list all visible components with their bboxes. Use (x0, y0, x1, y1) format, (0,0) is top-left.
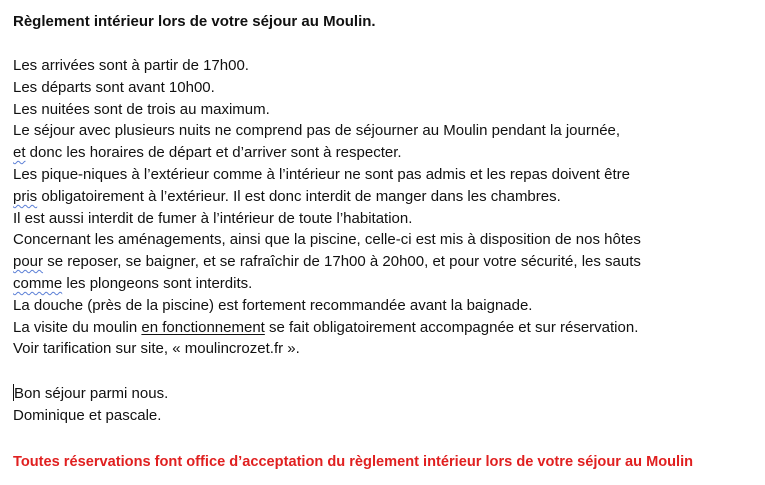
rule-line (13, 55, 641, 77)
line-text: obligatoirement à l’extérieur. Il est donc interdit de manger dans les chambres. (37, 187, 561, 205)
rule-line (13, 273, 641, 295)
rule-line (13, 120, 641, 142)
rule-line (13, 338, 641, 360)
rule-line (13, 251, 641, 273)
rule-line (13, 295, 641, 317)
rule-line (13, 229, 641, 251)
rule-line (13, 208, 641, 230)
line-text: Voir tarification sur site, « moulincrozet.fr ». (13, 340, 300, 358)
rule-line (13, 99, 641, 121)
closing-block (13, 383, 168, 427)
rules-body (13, 55, 641, 360)
line-text: donc les horaires de départ et d’arriver sont à respecter. (25, 144, 402, 162)
rule-line (13, 164, 641, 186)
line-text: Les départs sont avant 10h00. (13, 78, 215, 96)
line-text: Les nuitées sont de trois au maximum. (13, 100, 270, 118)
line-text: se fait obligatoirement accompagnée et sur réservation. (264, 318, 639, 336)
closing-text: Bon séjour parmi nous. (14, 385, 169, 402)
line-text: Les pique-niques à l’extérieur comme à l’intérieur ne sont pas admis et les repas doivent être (13, 165, 630, 183)
line-text: La douche (près de la piscine) est fortement recommandée avant la baignade. (13, 296, 533, 314)
line-text: se reposer, se baigner, et se rafraîchir de 17h00 à 20h00, et pour votre sécurité, les sauts (43, 253, 641, 271)
rule-line (13, 186, 641, 208)
line-text: Le séjour avec plusieurs nuits ne comprend pas de séjourner au Moulin pendant la journée, (13, 122, 621, 140)
line-text: Il est aussi interdit de fumer à l’intérieur de toute l’habitation. (13, 209, 413, 227)
rule-line (13, 77, 641, 99)
document-title: Règlement intérieur lors de votre séjour au Moulin. (13, 13, 376, 30)
spellcheck-flagged-word[interactable]: pris (13, 187, 38, 205)
closing-line (13, 383, 168, 405)
underlined-phrase: en fonctionnement (141, 318, 265, 336)
spellcheck-flagged-word[interactable]: pour (13, 253, 44, 271)
rule-line (13, 317, 641, 339)
line-text: Concernant les aménagements, ainsi que la piscine, celle-ci est mis à disposition de nos hôtes (13, 231, 641, 249)
line-text: Les arrivées sont à partir de 17h00. (13, 57, 249, 74)
footer-notice: Toutes réservations font office d’acceptation du règlement intérieur lors de votre séjour au Moulin (13, 454, 694, 470)
closing-text: Dominique et pascale. (13, 406, 162, 424)
spellcheck-flagged-word[interactable]: comme (13, 274, 63, 292)
rule-line (13, 142, 641, 164)
closing-line (13, 405, 168, 427)
line-text: les plongeons sont interdits. (62, 274, 253, 292)
spellcheck-flagged-word[interactable]: et (13, 144, 26, 162)
line-text: La visite du moulin (13, 318, 142, 336)
